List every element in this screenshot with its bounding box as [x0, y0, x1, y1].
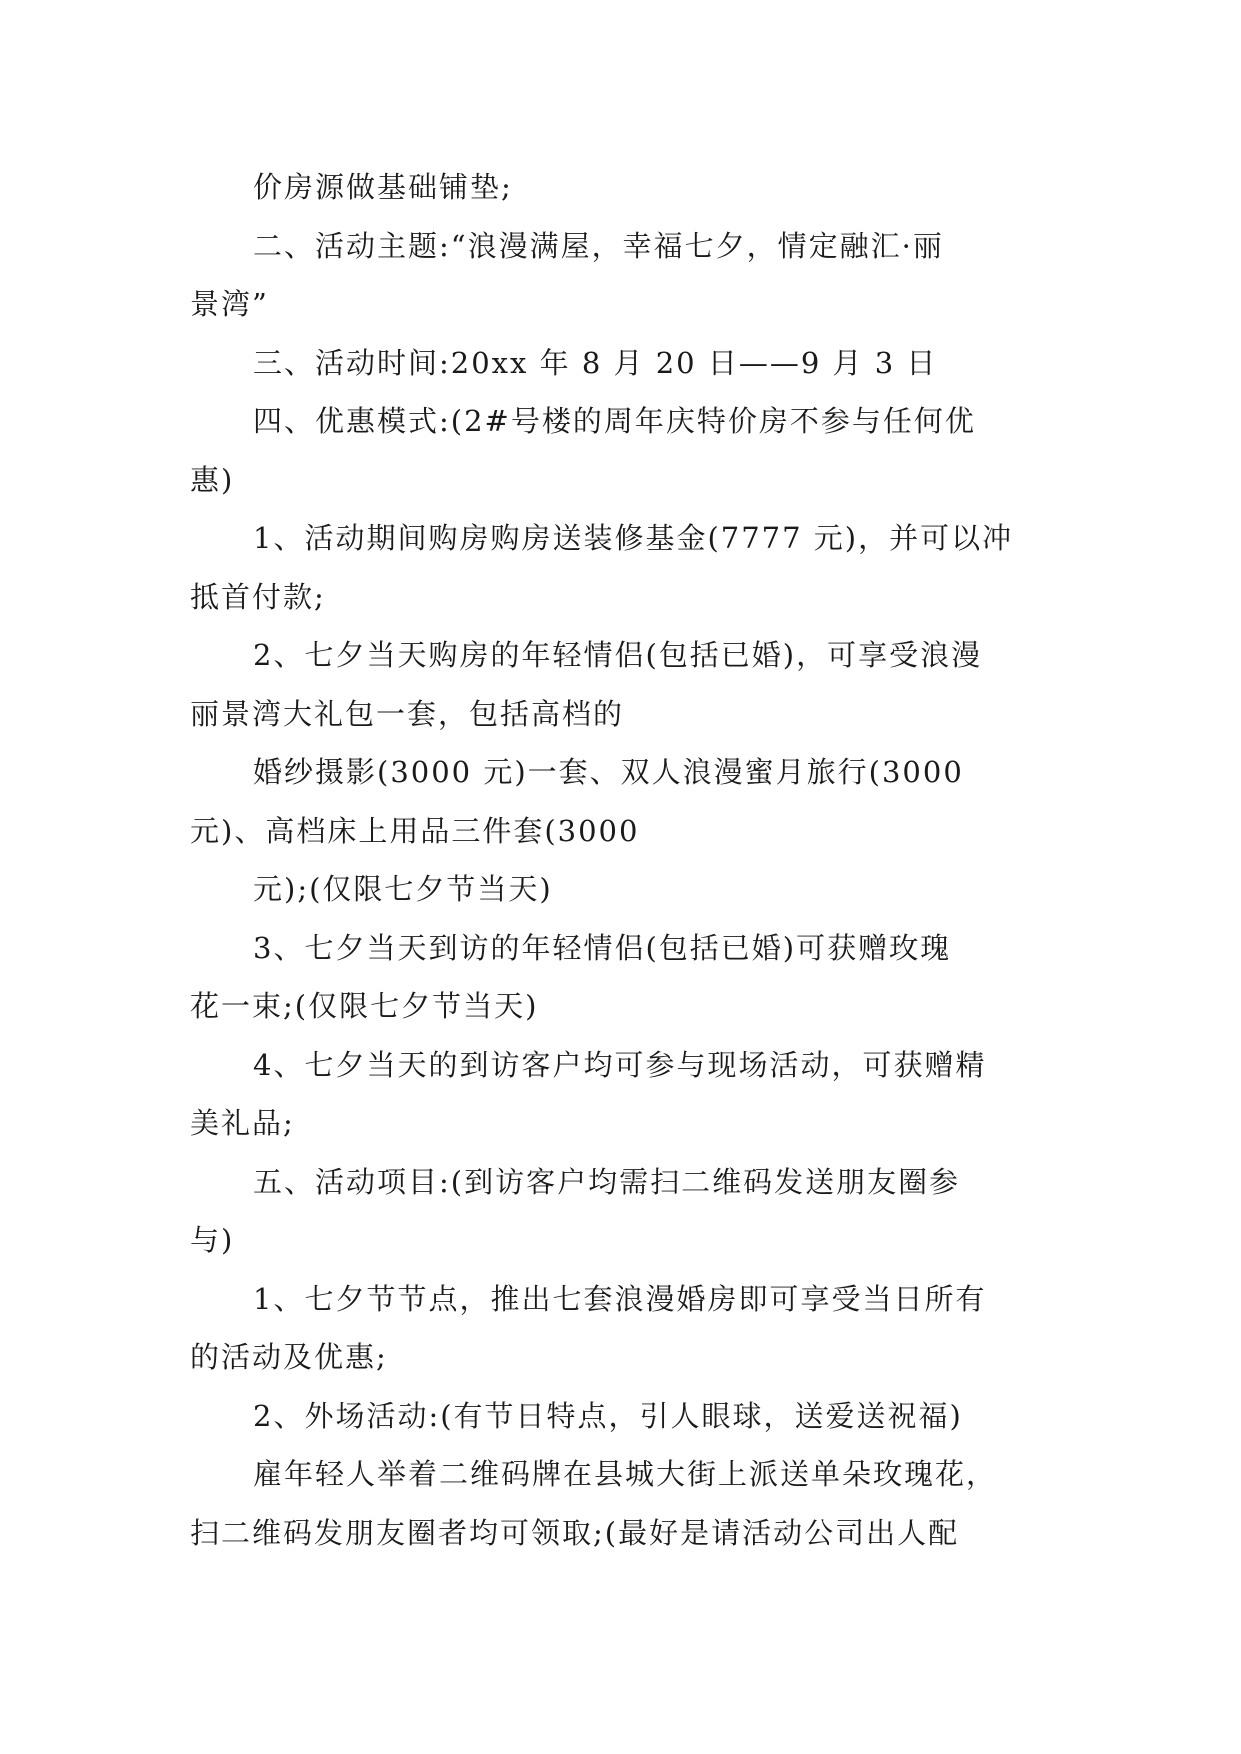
- text-line: 抵首付款;: [190, 579, 326, 614]
- text-line: 1、七夕节节点，推出七套浪漫婚房即可享受当日所有: [253, 1281, 987, 1316]
- text-line: 婚纱摄影(3000 元)一套、双人浪漫蜜月旅行(3000: [253, 755, 964, 789]
- text-line: 4、七夕当天的到访客户均可参与现场活动，可获赠精: [253, 1047, 987, 1082]
- text-line: 丽景湾大礼包一套，包括高档的: [190, 696, 625, 731]
- text-line: 的活动及优惠;: [190, 1340, 388, 1374]
- text-line: 与): [190, 1223, 235, 1257]
- document-body: [190, 158, 1050, 1562]
- text-line: 雇年轻人举着二维码牌在县城大街上派送单朵玫瑰花，: [253, 1457, 998, 1491]
- text-line: 价房源做基础铺垫;: [253, 170, 513, 204]
- text-line: 3、七夕当天到访的年轻情侣(包括已婚)可获赠玫瑰: [253, 930, 952, 965]
- text-line: 五、活动项目:(到访客户均需扫二维码发送朋友圈参: [253, 1164, 961, 1199]
- text-line: 四、优惠模式:(2#号楼的周年庆特价房不参与任何优: [253, 404, 976, 438]
- text-line: 二、活动主题:“浪漫满屋，幸福七夕，情定融汇·丽: [253, 228, 944, 263]
- text-line: 景湾”: [190, 287, 269, 321]
- text-line: 花一束;(仅限七夕节当天): [190, 989, 539, 1023]
- text-line: 美礼品;: [190, 1106, 295, 1140]
- text-line: 2、七夕当天购房的年轻情侣(包括已婚)，可享受浪漫: [253, 638, 983, 672]
- text-line: 元);(仅限七夕节当天): [253, 872, 553, 906]
- text-line: 2、外场活动:(有节日特点，引人眼球，送爱送祝福): [253, 1398, 963, 1433]
- text-line: 扫二维码发朋友圈者均可领取;(最好是请活动公司出人配: [190, 1515, 960, 1550]
- text-line: 三、活动时间:20xx 年 8 月 20 日——9 月 3 日: [253, 345, 938, 380]
- text-line: 元)、高档床上用品三件套(3000: [190, 813, 640, 848]
- text-line: 1、活动期间购房购房送装修基金(7777 元)，并可以冲: [253, 521, 1014, 555]
- text-line: 惠): [190, 462, 235, 497]
